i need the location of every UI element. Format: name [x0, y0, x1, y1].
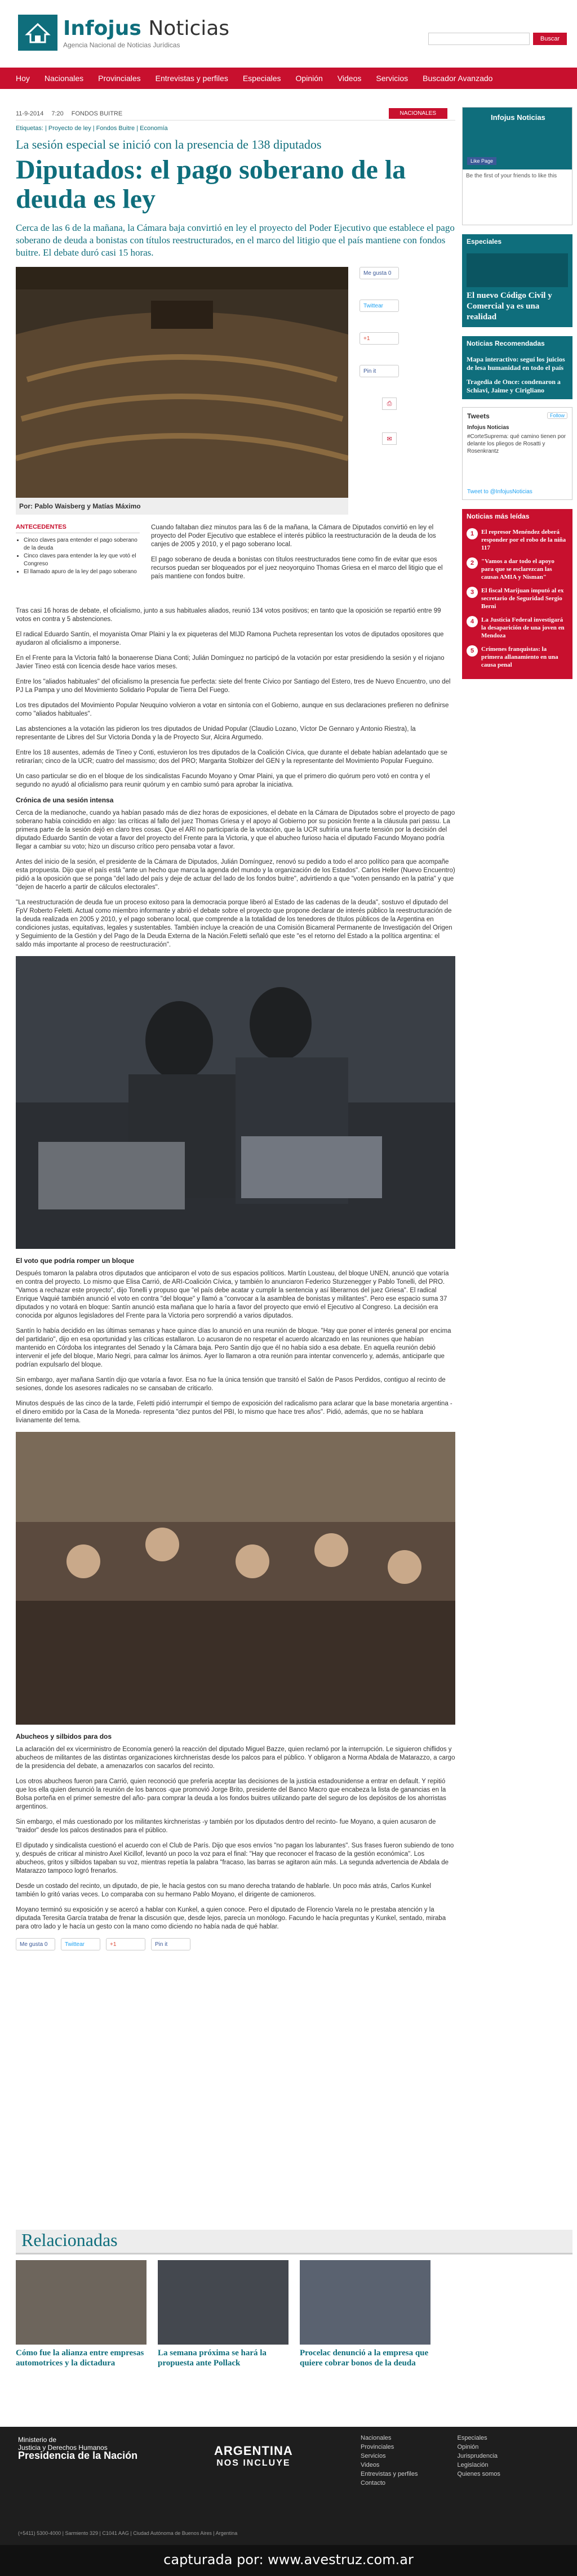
mas-leida-item[interactable]: 5 Crímenes franquistas: la primera allanamiento en una causa penal [467, 645, 568, 669]
article-photo [16, 956, 455, 1249]
related-card[interactable] [300, 2260, 430, 2368]
antecedentes-box [16, 524, 140, 576]
recomendadas-title: Noticias Recomendadas [462, 336, 572, 351]
paragraph: Desde un costado del recinto, un diputado, de pie, le hacía gestos con su mano derecha tratando de hablarle. Un poco más atrás, Carlos Kunkel también lo gritó varias veces. Lo comparaba con su hermano Pablo Moyano, el dirigente de camioneros. [16, 1883, 432, 1898]
related-image [158, 2260, 288, 2345]
sidebar [462, 107, 572, 679]
footer-links [361, 2434, 500, 2488]
search-button[interactable]: Buscar [533, 33, 567, 45]
nav-item-nacionales[interactable]: Nacionales [44, 74, 84, 83]
paragraph: "La reestructuración de deuda fue un proceso exitoso para la democracia porque liberó al Estado de las cadenas de la deuda", sostuvo el diputado del FpV Roberto Feletti. Actual como miembro informante y abrió el debate sobre el proyecto que propone declarar de interés público la reestructuración de la deuda realizada en 2005 y 2010, y el pago soberano local, que comprende a la totalidad de los tenedores de títulos públicos de la Argentina en condiciones justas, equitativas, legales y sustentables. También incluye la creación de una Comisión Bicameral Permanente de Investigación del Origen y Seguimiento de la Gestión y del Pago de la Deuda Externa de la Nación.Feletti señaló que este "es el retorno del Estado a la política argentina: el saldo más importante al proceso de reestructuración". [16, 899, 452, 948]
antecedentes-item[interactable]: • Cinco claves para entender la ley que votó el Congreso [24, 552, 140, 568]
related-image [300, 2260, 430, 2345]
article-intro [151, 524, 455, 588]
footer-link[interactable]: Provinciales [361, 2444, 394, 2450]
article-meta [16, 107, 455, 120]
paragraph: Cerca de la medianoche, cuando ya habían pasado más de diez horas de exposiciones, el debate en la Cámara de Diputados sobre el proyecto de pago soberano había coincidido en algo: las críticas al fallo del juez Thomas Griesa y el apoyo al Gobierno por su posición frente a la cláusula pari passu. La primera parte de la sesión dejó en claro tres cosas. Que el ARI no participaría de la votación, que la UCR sufriría una fuerte tensión por la decisión del diputado Eduardo Santín de votar a favor del proyecto del Frente para la Victoria, y que el abucheo furioso hacia el diputado Facundo Moyano podría llegar a cambiar su voto; hizo un discurso crítico pero pensaba votar a favor. [16, 810, 455, 850]
tweet-to-link[interactable]: Tweet to @InfojusNoticias [467, 489, 532, 495]
article-date: 11-9-2014 [16, 110, 44, 117]
paragraph: Entre los "aliados habituales" del oficialismo la presencia fue perfecta: siete del frente Cívico por Santiago del Estero, tres de Nuevo Encuentro, uno del PJ La Pampa y uno del Movimiento Solidario Popular de Tierra Del Fuego. [16, 678, 451, 694]
related-caption: La semana próxima se hará la propuesta ante Pollack [158, 2349, 267, 2368]
nav-item-opinion[interactable]: Opinión [295, 74, 323, 83]
paragraph: Tras casi 16 horas de debate, el oficialismo, junto a sus habituales aliados, reunió 134 votos positivos; en tanto que la oposición se repartió entre 99 votos en contra y 5 abstenciones. [16, 608, 441, 623]
paragraph: El radical Eduardo Santín, el moyanista Omar Plaini y la ex piqueteras del MIJD Ramona Pucheta representan los votos de diputados opositores que ayudaron al oficialismo a imponerse. [16, 631, 444, 646]
especial-image [467, 253, 568, 287]
share-toolbar [359, 267, 455, 467]
tweets-title: Tweets [467, 412, 490, 420]
footer-link[interactable]: Contacto [361, 2480, 386, 2486]
article-lead: Cerca de las 6 de la mañana, la Cámara baja convirtió en ley el proyecto del Poder Ejecutivo que establece el pago soberano de deuda a bonistas con títulos reestructurados, en el marco del litigio que el país mantiene con fondos buitre. El debate duró casi 15 horas. [16, 222, 455, 258]
print-icon[interactable]: ⎙ [382, 398, 397, 410]
logo-icon [18, 15, 57, 51]
site-logo[interactable] [18, 15, 229, 51]
main-nav [0, 68, 577, 89]
twitter-widget [462, 407, 572, 500]
article-time: 7:20 [51, 110, 64, 117]
article-kicker: La sesión especial se inició con la presencia de 138 diputados [16, 137, 322, 151]
section-heading: El voto que podría romper un bloque [16, 1257, 135, 1265]
nav-item-hoy[interactable]: Hoy [16, 74, 30, 83]
antecedentes-title: ANTECEDENTES [16, 524, 140, 533]
footer-link[interactable]: Especiales [457, 2435, 487, 2441]
paragraph: Sin embargo, el más cuestionado por los militantes kirchneristas -y también por los diputados dentro del recinto- fue Moyano, a quien acusaron de "traidor" desde los palcos destinados para el público. [16, 1819, 436, 1834]
footer-link[interactable]: Nacionales [361, 2435, 392, 2441]
facebook-page-widget[interactable] [462, 107, 572, 225]
footer-address: (+5411) 5300-4000 | Sarmiento 329 | C1041 AAG | Ciudad Autónoma de Buenos Aires | Argentina [18, 2530, 238, 2536]
related-caption: Procelac denunció a la empresa que quiere cobrar bonos de la deuda [300, 2349, 429, 2368]
twitter-button[interactable]: Twittear [61, 1938, 100, 1950]
paragraph: Las abstenciones a la votación las pidieron los tres diputados de Unidad Popular (Claudio Lozano, Víctor De Gennaro y Antonio Riestra), la representante de Libres del Sur Victoria Donda y la de Proyecto Sur, Alcira Argumedo. [16, 726, 416, 741]
site-footer [0, 2427, 577, 2545]
pinterest-button[interactable]: Pin it [151, 1938, 190, 1950]
paragraph: En el Frente para la Victoria faltó la bonaerense Diana Conti; Julián Domínguez no participó de la votación por estar presidiendo la sesión y el riojano Javier Tineo está con licencia desde hace varios meses. [16, 655, 445, 670]
section-heading: Crónica de una sesión intensa [16, 796, 114, 804]
antecedentes-item[interactable]: • Cinco claves para entender el pago soberano de la deuda [24, 537, 140, 552]
mas-leidas-list [462, 524, 572, 679]
brand-name: Infojus Noticias [63, 16, 230, 40]
nav-item-buscador[interactable]: Buscador Avanzado [423, 74, 493, 83]
nav-item-servicios[interactable]: Servicios [376, 74, 409, 83]
paragraph: Los otros abucheos fueron para Carrió, quien reconoció que prefería aceptar las decisiones de la justicia estadounidense a entrar en default. Y repitió que los ella quien denunció la reunión de los bancos -que promovió Jorge Brito, presidente del Banco Macro que encabeza la lista de ganancias en la Bolsa porteña en el primer semestre del año- para comprar la deuda a los fondos buitres utilizando parte del seguro de los depósitos de los ahorristas argentinos. [16, 1778, 446, 1810]
related-card[interactable] [16, 2260, 147, 2368]
antecedentes-item[interactable]: • El llamado apuro de la ley del pago soberano [24, 568, 140, 576]
search-input[interactable] [428, 33, 530, 45]
google-plus-button[interactable]: +1 [359, 332, 399, 345]
footer-link[interactable]: Legislación [457, 2462, 489, 2468]
nav-item-entrevistas[interactable]: Entrevistas y perfiles [155, 74, 228, 83]
nav-item-provinciales[interactable]: Provinciales [98, 74, 141, 83]
recomendadas-list [462, 351, 572, 399]
mas-leidas-title: Noticias más leídas [462, 509, 572, 524]
article-body-2 [16, 1257, 455, 1425]
capture-watermark: capturada por: www.avestruz.com.ar [0, 2545, 577, 2576]
site-header [0, 0, 577, 68]
twitter-follow-button[interactable]: Follow [547, 412, 567, 419]
article-authors: Por: Pablo Waisberg y Matías Máximo [16, 498, 348, 515]
nav-item-especiales[interactable]: Especiales [242, 74, 281, 83]
article-headline: Diputados: el pago soberano de la deuda es ley [16, 155, 406, 214]
recomendada-item[interactable]: Mapa interactivo: seguí los juicios de lesa humanidad en todo el país [467, 355, 565, 372]
article-photo [16, 1432, 455, 1725]
footer-link[interactable]: Opinión [457, 2444, 479, 2450]
mas-leida-item[interactable]: 2 "Vamos a dar todo el apoyo para que se esclarezcan las causas AMIA y Nisman" [467, 557, 568, 581]
tweet-text: #CorteSuprema: qué camino tienen por delante los pliegos de Rosatti y Rosenkrantz [467, 434, 566, 454]
footer-link[interactable]: Entrevistas y perfiles [361, 2471, 418, 2477]
related-caption: Cómo fue la alianza entre empresas automotrices y la dictadura [16, 2349, 144, 2368]
footer-link[interactable]: Videos [361, 2462, 380, 2468]
related-title: Relacionadas [16, 2230, 572, 2254]
article-topic[interactable]: FONDOS BUITRE [71, 110, 123, 117]
paragraph: Después tomaron la palabra otros diputados que anticiparon el voto de sus espacios políticos. Martín Lousteau, del bloque UNEN, anunció que votaría en contra del proyecto. Lo mismo que Elisa Carrió, de ARI-Coalición Cívica, y también lo anunciaron Federico Sturzenegger y Pablo Tonelli, del PRO. "Vamos a rechazar este proyecto", dijo Tonelli y propuso que "el país debe acatar y cumplir la sentencia y así liberarnos del juez Griesa". El radical Enrique Vaquié también anunció el voto en contra "del bloque" y llamó a "convocar a la asamblea de bonistas y militantes". Pero ese espacio suma 37 diputados y no votará en bloque: Santín anunció esta mañana que lo haría a favor del proyecto que envió el Ejecutivo al Congreso. La decisión era conocida por algunos legisladores del Frente para la Victoria pero sorprendió a varios diputados. [16, 1270, 449, 1319]
paragraph: Moyano terminó su exposición y se acercó a hablar con Kunkel, a quien conoce. Pero el diputado de Florencio Varela no le prestaba atención y la diputada Teresita García trataba de frenar la discusión que, desde lejos, parecía un monólogo. Facundo le hacía preguntas y Kunkel, sentado, miraba para otro lado y le hacía un gesto con la mano como diciendo no había nada de qué hablar. [16, 1907, 446, 1930]
facebook-page-name[interactable]: Infojus Noticias [491, 113, 545, 122]
mas-leida-item[interactable]: 1 El represor Menéndez deberá responder por el robo de la niña 117 [467, 528, 568, 552]
footer-link[interactable]: Servicios [361, 2453, 386, 2459]
paragraph: Un caso particular se dio en el bloque de los sindicalistas Facundo Moyano y Omar Plaini, ya que el primero dio quórum pero votó en contra y el segundo no ayudó al oficialismo para reunir quórum y en cambio sumó para aprobar la iniciativa. [16, 773, 430, 788]
related-section [16, 2230, 572, 2368]
footer-link[interactable]: Jurisprudencia [457, 2453, 498, 2459]
google-plus-button[interactable]: +1 [106, 1938, 145, 1950]
bottom-share-toolbar [16, 1938, 455, 1950]
especiales-title: Especiales [462, 234, 572, 249]
mas-leida-item[interactable]: 3 El fiscal Marijuan imputó al ex secretario de Seguridad Sergio Berni [467, 587, 568, 610]
article [16, 107, 455, 1950]
tweet-author[interactable]: Infojus Noticias [467, 425, 509, 431]
paragraph: El diputado y sindicalista cuestionó el acuerdo con el Club de París. Dijo que esos envíos "no pagan los laburantes". Sus frases fueron subiendo de tono y, después de criticar al ministro Axel Kicillof, levantó un poco la voz para el final: "Hay que reconocer el fracaso de la gestión económica". Los abucheos, gritos y silbidos tapaban su voz, mientras repetía la palabra "fracaso, las barras se agitaron aún más. La segunda advertencia de Abdala de Matarazzo tampoco logró frenarlos. [16, 1842, 454, 1874]
article-body [16, 607, 455, 949]
email-icon[interactable]: ✉ [382, 432, 397, 445]
paragraph: Santín lo había decidido en las últimas semanas y hace quince días lo anunció en una reunión de bloque. "Hay que poner el interés general por encima del partidario", dijo en esa oportunidad y las críticas estallaron. Lo acusaron de no respetar el acuerdo alcanzado en las reuniones que habían mantenido en Córdoba los integrantes del Senado y la Cámara baja. Pero Santín dijo que él no había sido a esa debate. En aquella reunión debió intervenir el jefe del bloque, Mario Negri, para calmar los ánimos. Ayer lo llamaron a otra reunión para intentar convencerlo y, además, anticiparle que podrían expulsarlo del bloque. [16, 1328, 451, 1368]
article-body-3 [16, 1733, 455, 1931]
tags[interactable]: Etiquetas: | Proyecto de ley | Fondos Buitre | Economía [16, 125, 168, 132]
related-card[interactable] [158, 2260, 288, 2368]
footer-link[interactable]: Quienes somos [457, 2471, 500, 2477]
facebook-like-button[interactable]: Me gusta 0 [16, 1938, 55, 1950]
hero-photo [16, 267, 348, 498]
paragraph: Los tres diputados del Movimiento Popular Neuquino volvieron a votar en sintonía con el Gobierno, aunque en sus declaraciones prefieren no definirse como "aliados habituales". [16, 702, 449, 717]
argentina-logo: ARGENTINA NOS INCLUYE [214, 2444, 293, 2468]
section-badge[interactable]: NACIONALES [389, 108, 447, 119]
paragraph: Antes del inicio de la sesión, el presidente de la Cámara de Diputados, Julián Domínguez, renovó su pedido a todo el arco político para que acompañe esta propuesta. Dijo que el país está "ante un hecho que marca la agenda del mundo y la organización de los Estados". Carlos Heller (Nuevo Encuentro) pidió a la oposición que se ponga "del lado del país y deje de actuar del lado de los fondos buitre", advirtiendo a que "voten pensando en la patria" y que "dejen de hacerlo a partir de cálculos electorales". [16, 859, 455, 891]
facebook-like-button[interactable]: Me gusta 0 [359, 267, 399, 279]
ministry-logo[interactable]: Ministerio de Justicia y Derechos Humanos Presidencia de la Nación [18, 2436, 138, 2461]
especial-item[interactable]: El nuevo Código Civil y Comercial ya es una realidad [462, 249, 572, 327]
nav-item-videos[interactable]: Videos [337, 74, 362, 83]
paragraph: Sin embargo, ayer mañana Santín dijo que votaría a favor. Esa no fue la única tensión que transitó el Salón de Pasos Perdidos, contiguo al recinto de sesiones, donde los asesores radicales no se cansaban de criticarlo. [16, 1377, 446, 1392]
paragraph: La aclaración del ex vicerministro de Economía generó la reacción del diputado Miguel Bazze, quien reclamó por la interrupción. Le siguieron chiflidos y abucheos de militantes de las distintas organizaciones kirchneristas desde los palcos para el público. Y obligaron a Norma Abdala de Matarazzo, a cargo de la presidencia del debate, a amenazarlos con sacarlos del recinto. [16, 1746, 455, 1770]
facebook-like-page-button[interactable]: Like Page [467, 157, 496, 165]
brand-subtitle: Agencia Nacional de Noticias Jurídicas [63, 41, 180, 49]
paragraph: Cuando faltaban diez minutos para las 6 de la mañana, la Cámara de Diputados convirtió en ley el proyecto del Poder Ejecutivo que establece el interés público la reestructuración de la deuda de los canjes de 2005 y 2010, y el pago soberano local. [151, 524, 436, 548]
twitter-button[interactable]: Twittear [359, 300, 399, 312]
paragraph: Entre los 18 ausentes, además de Tineo y Conti, estuvieron los tres diputados de la Coalición Cívica, que durante el debate habían adelantado que se retirarían; cinco de la UCR; cuatro del massismo; dos del PRO; Margarita Stolbizer del GEN y la representante del Movimiento Popular Fueguino. [16, 749, 447, 765]
paragraph: Minutos después de las cinco de la tarde, Feletti pidió interrumpir el tiempo de exposición del radicalismo para aclarar que la base monetaria argentina -el dinero emitido por la Casa de la Moneda- representa "diez puntos del PBI, lo mismo que hace tres años". Pidió, además, que no se hablara livianamente del tema. [16, 1400, 452, 1424]
related-image [16, 2260, 147, 2345]
mas-leida-item[interactable]: 4 La Justicia Federal investigará la desaparición de una joven en Mendoza [467, 616, 568, 640]
facebook-widget-text: Be the first of your friends to like this [466, 173, 557, 179]
section-heading: Abucheos y silbidos para dos [16, 1733, 112, 1740]
paragraph: El pago soberano de deuda a bonistas con títulos reestructurados tiene como fin de evitar que esos recursos puedan ser bloqueados por el juez neoyorquino Thomas Griesa en el marco del litigio que el país mantiene con fondos buitre. [151, 556, 443, 580]
pinterest-button[interactable]: Pin it [359, 365, 399, 377]
recomendada-item[interactable]: Tragedia de Once: condenaron a Schiavi, Jaime y Cirigliano [467, 378, 561, 394]
